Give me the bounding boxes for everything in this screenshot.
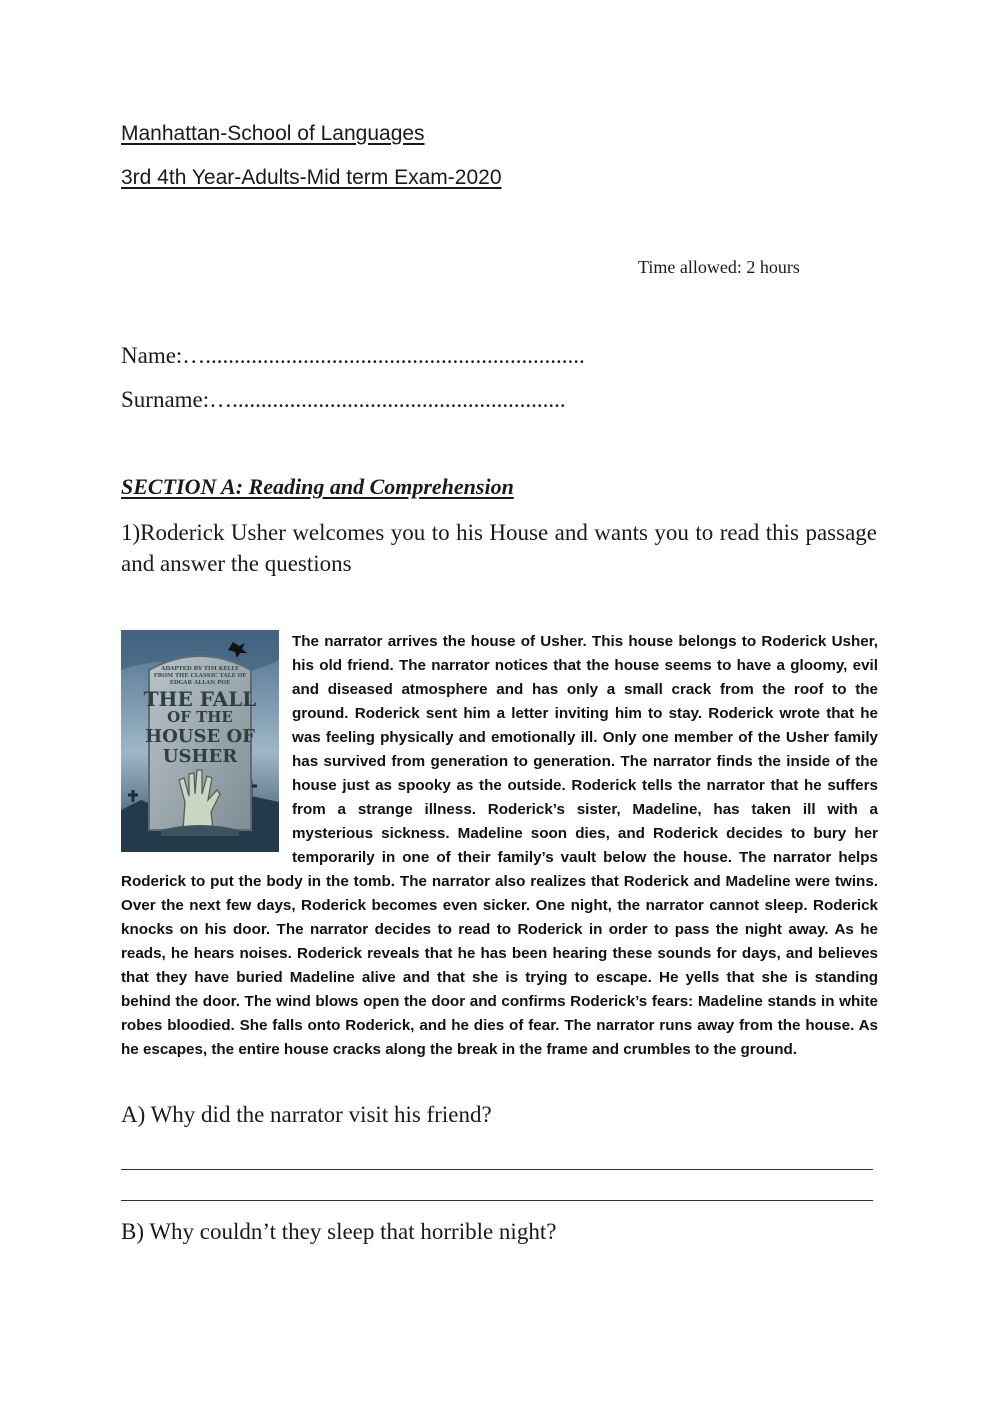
cover-title-line-1: THE FALL <box>143 687 257 711</box>
cover-title-line-3: HOUSE OF <box>145 726 255 747</box>
section-title: SECTION A: Reading and Comprehension <box>121 474 514 499</box>
cover-title-line-2: OF THE <box>167 708 233 726</box>
section-intro: 1)Roderick Usher welcomes you to his House and wants you to read this passage and answer the questions <box>121 520 877 576</box>
answer-line <box>121 1200 873 1201</box>
school-name: Manhattan-School of Languages <box>121 122 425 145</box>
question-b: B) Why couldn’t they sleep that horrible night? <box>121 1219 557 1244</box>
cover-title-line-4: USHER <box>162 746 238 767</box>
cover-credit-line-3: EDGAR ALLAN POE <box>169 680 231 686</box>
surname-field: Surname:….......................................................... <box>121 387 566 412</box>
time-allowed: Time allowed: 2 hours <box>638 257 800 277</box>
name-field: Name:….................................................................. <box>121 343 585 368</box>
passage-text: The narrator arrives the house of Usher. This house belongs to Roderick Usher, his old friend. The narrator notices that the house seems to have a gloomy, evil and diseased atmosphere and has only a small crack from the roof to the ground. Roderick sent him a letter inviting him to stay. Roderick wrote that he was feeling physically and emotionally ill. Only one member of the Usher family has survived from generation to generation. The narrator finds the inside of the house just as spooky as the outside. Roderick tells the narrator that he suffers from a strange illness. Roderick’s sister, Madeline, has taken ill with a mysterious sickness. Madeline soon dies, and Roderick decides to bury her temporarily in one of their family’s vault below the house. The narrator helps Roderick to put the body in the tomb. The narrator also realizes that Roderick and Madeline were twins. Over the next few days, Roderick becomes even sicker. One night, the narrator cannot sleep. Roderick knocks on his door. The narrator decides to read to Roderick in order to pass the night away. As he reads, he hears noises. Roderick reveals that he has been hearing these sounds for days, and believes that they have buried Madeline alive and that she is trying to escape. He yells that she is standing behind the door. The wind blows open the door and confirms Roderick’s fears: Madeline stands in white robes bloodied. She falls onto Roderick, and he dies of fear. The narrator runs away from the house. As he escapes, the entire house cracks along the break in the frame and crumbles to the ground. <box>121 633 878 1058</box>
question-a: A) Why did the narrator visit his friend? <box>121 1102 492 1127</box>
cover-credit-line-2: FROM THE CLASSIC TALE OF <box>153 673 247 679</box>
book-cover-image <box>121 630 279 852</box>
exam-title: 3rd 4th Year-Adults-Mid term Exam-2020 <box>121 166 502 189</box>
reading-passage <box>121 630 878 1062</box>
cover-credit-line-1: ADAPTED BY TIM KELLY <box>161 666 239 672</box>
answer-line <box>121 1169 873 1170</box>
